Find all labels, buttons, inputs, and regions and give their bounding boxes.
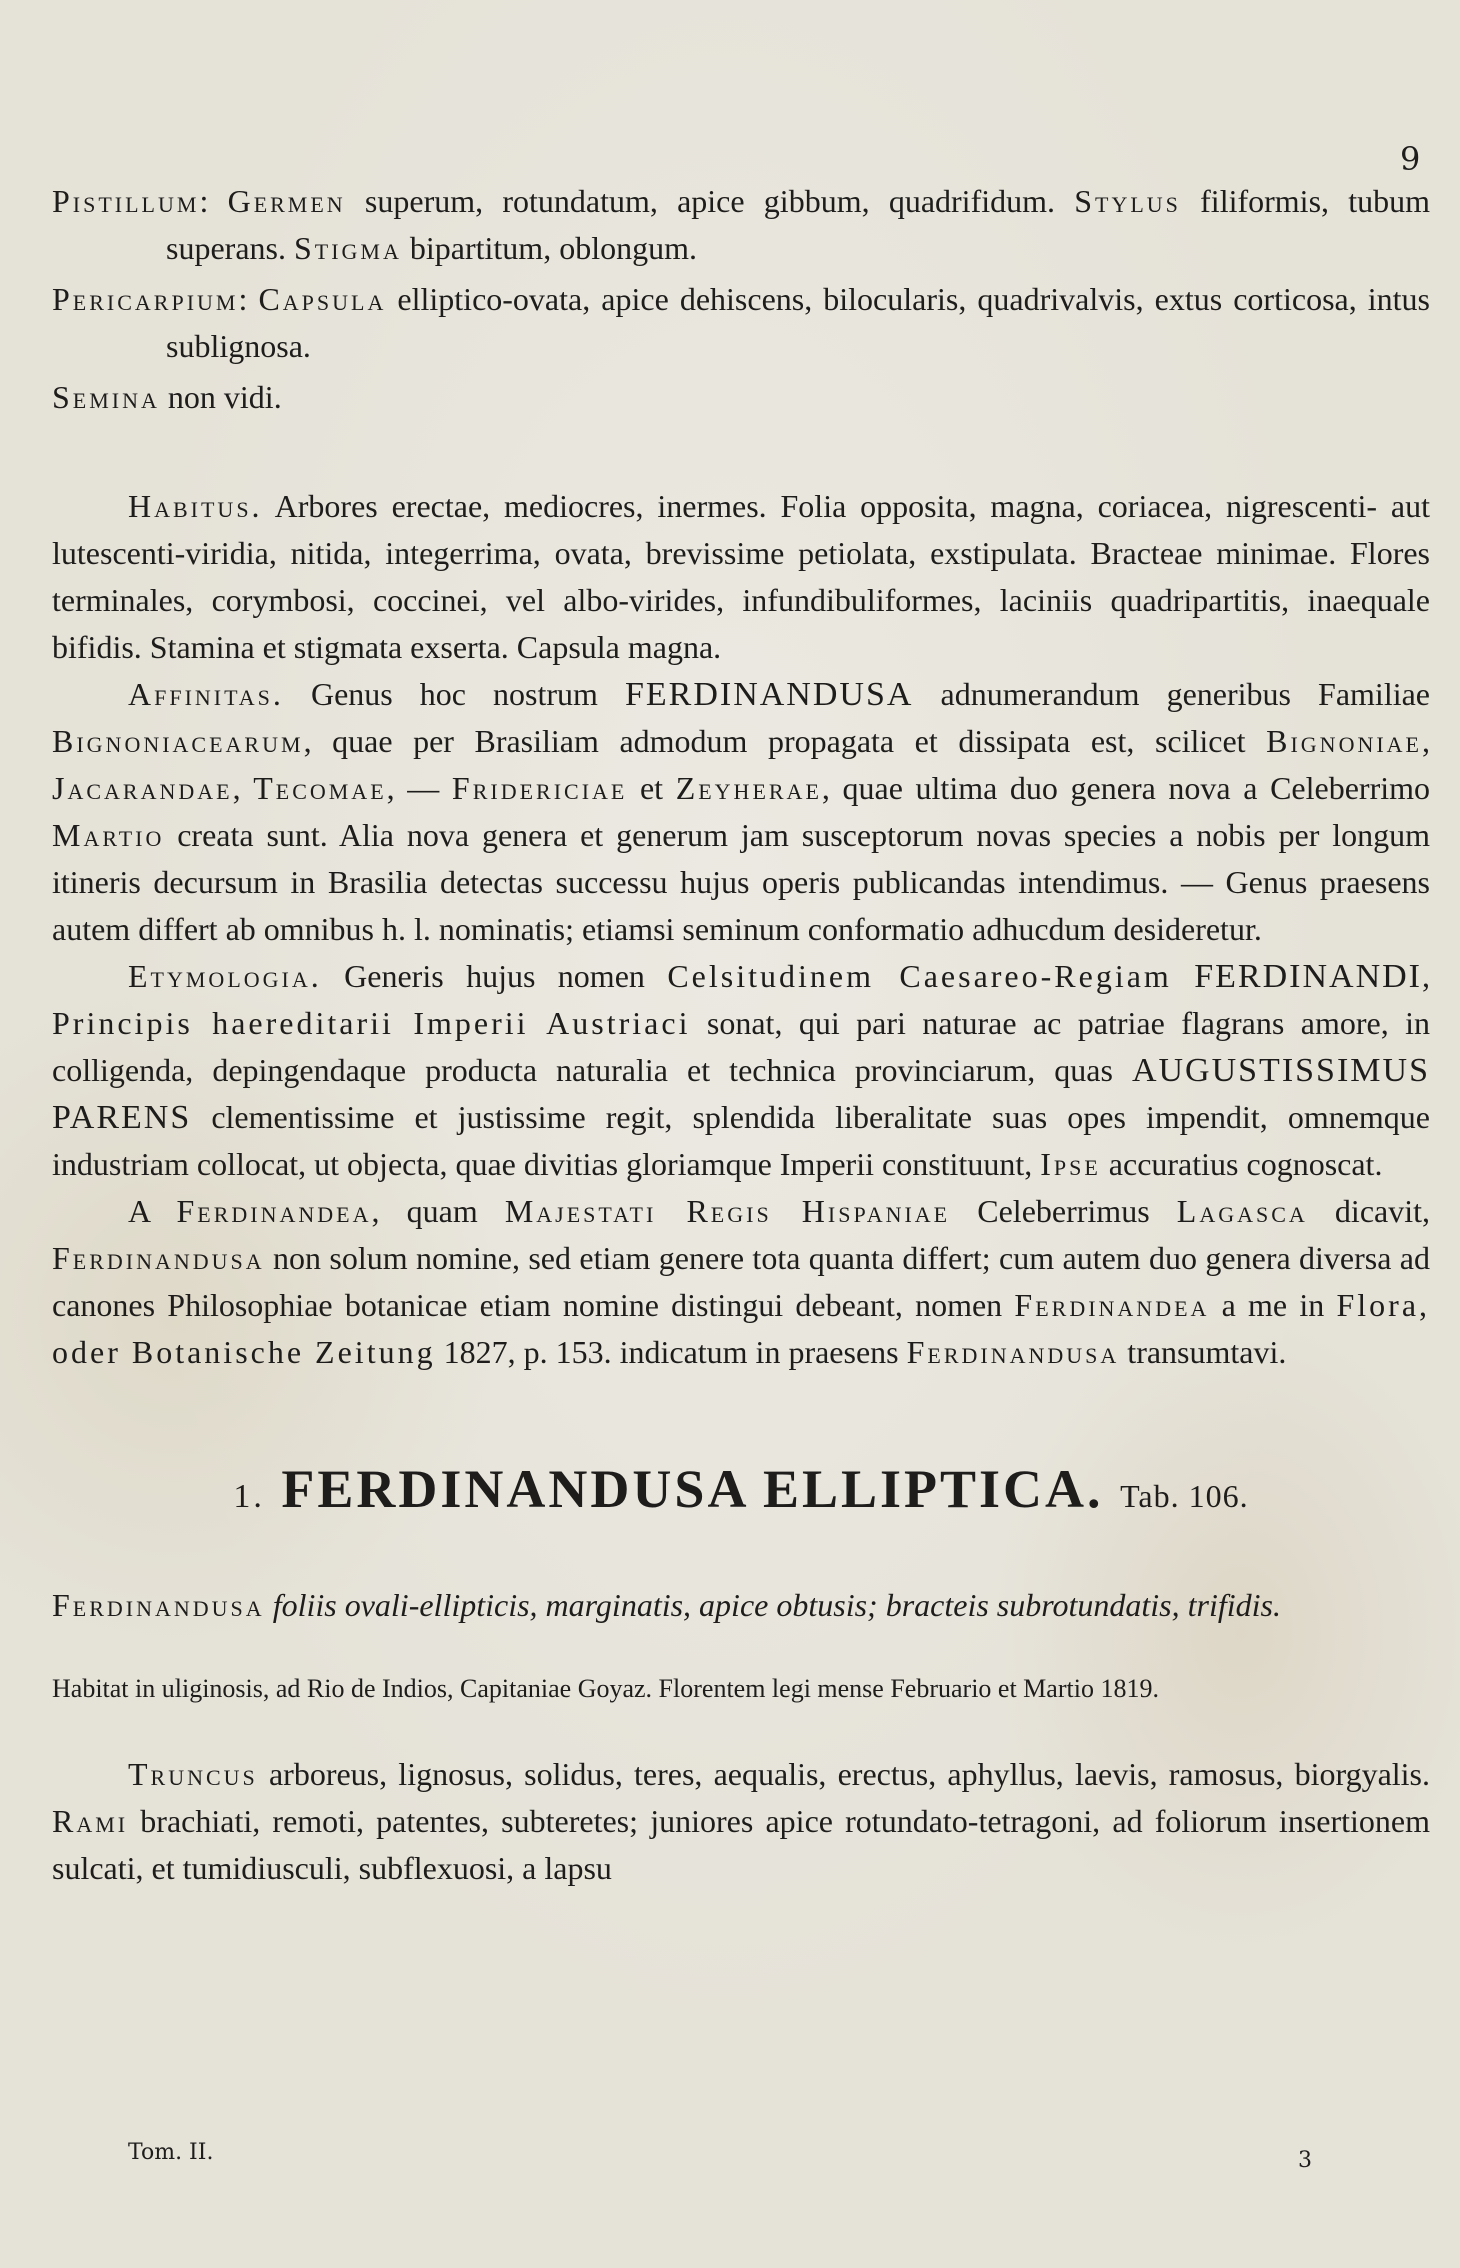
text-run: 1827, p. 153. indicatum in praesens: [435, 1334, 907, 1370]
ferdinandi-name: FERDINANDI: [1194, 958, 1423, 995]
author-martio: Martio: [52, 817, 165, 853]
text-run: sonat, qui pari naturae ac patriae flagrans amore, in colligenda, depingendaque producta naturalia et technica provinciarum, quas: [52, 1005, 1431, 1088]
text-run: non solum nomine, sed etiam genere tota quanta differt; cum autem duo genera diversa ad canones Philosophiae botanicae etiam nomine distingui debeant, nomen: [52, 1240, 1430, 1323]
species-heading: [52, 1454, 1430, 1532]
species-name: FERDINANDUSA ELLIPTICA.: [281, 1459, 1104, 1519]
text-run: bipartitum, oblongum.: [401, 230, 697, 266]
genus-bignoniae: Bignoniae: [1266, 723, 1422, 759]
text-run: [1172, 958, 1194, 994]
stigma-term: Stigma: [293, 230, 402, 266]
lagasca-term: Lagasca: [1176, 1193, 1308, 1229]
text-run: non vidi.: [159, 379, 282, 415]
habitat-line: Habitat in uliginosis, ad Rio de Indios, Capitaniae Goyaz. Florentem legi mense Februario et Martio 1819.: [52, 1674, 1159, 1703]
signature-mark: 3: [1298, 2148, 1312, 2173]
truncus-label: Truncus: [128, 1756, 258, 1792]
ferdinandea-term: Ferdinandea: [176, 1193, 372, 1229]
text-run: elliptico-ovata, apice dehiscens, bilocularis, quadrivalvis, extus corticosa, intus sublignosa.: [166, 281, 1431, 364]
pistillum-paragraph: [52, 178, 1430, 272]
flora-journal: Flora, oder Botanische Zeitung: [52, 1287, 1431, 1370]
text-run: A: [128, 1193, 177, 1229]
text-run: :: [238, 281, 259, 317]
text-run: , —: [386, 770, 452, 806]
pistillum-label: Pistillum: [52, 183, 200, 219]
text-run: creata sunt. Alia nova genera et generum jam susceptorum novas species a nobis per longum itineris decursum in Brasilia detectas successu hujus operis publicandas intendimus. — Genus praesens autem differt ab omnibus h. l. nominatis; etiamsi seminum conformatio adhucdum desideretur.: [52, 817, 1430, 947]
text-run: ,: [232, 770, 254, 806]
genus-zeyherae: Zeyherae: [675, 770, 822, 806]
text-run: , quae ultima duo genera nova a Celeberrimo: [821, 770, 1431, 806]
spaced-title: Celsitudinem Caesareo-Regiam: [667, 958, 1172, 994]
text-run: Genus hoc nostrum: [283, 676, 625, 712]
ferdinandea-term: Ferdinandea: [1014, 1287, 1210, 1323]
spaced-title: Principis haereditarii Imperii Austriaci: [52, 1005, 691, 1041]
text-run: ,: [1422, 723, 1430, 759]
affinitas-label: Affinitas.: [128, 676, 284, 712]
truncus-paragraph: [52, 1751, 1430, 1892]
volume-mark: Tom. II.: [128, 2140, 214, 2165]
text-run: brachiati, remoti, patentes, subteretes; juniores apice rotundato-tetragoni, ad foliorum insertionem sulcati, et tumidiusculi, subflexuosi, a lapsu: [52, 1803, 1430, 1886]
text-run: filiformis, tubum superans.: [166, 183, 1431, 266]
semina-paragraph: [52, 374, 1430, 421]
page-number: 9: [1400, 140, 1421, 178]
text-run: a me in: [1209, 1287, 1337, 1323]
text-run: adnumerandum generibus Familiae: [913, 676, 1430, 712]
genus-jacarandae: Jacarandae: [52, 770, 233, 806]
text-run: Arbores erectae, mediocres, inermes. Folia opposita, magna, coriacea, nigrescenti- aut lutescenti-viridia, nitida, integerrima, ovata, brevissime petiolata, exstipulata. Bracteae minimae. Flores terminales, corymbosi, coccinei, vel albo-virides, infundibuliformes, laciniis quadripartitis, inaequale bifidis. Stamina et stigmata exserta. Capsula magna.: [52, 488, 1430, 665]
habitus-label: Habitus.: [128, 488, 263, 524]
diagnosis-text: foliis ovali-ellipticis, marginatis, apice obtusis; bracteis subrotundatis, trifidis.: [264, 1587, 1281, 1623]
text-run: ,: [1422, 958, 1431, 994]
majestati-term: Majestati Regis Hispaniae: [504, 1193, 951, 1229]
text-run: transumtavi.: [1119, 1334, 1287, 1370]
diagnosis-genus: Ferdinandusa: [52, 1587, 265, 1623]
text-run: accuratius cognoscat.: [1100, 1146, 1383, 1182]
augustissimus-parens: AUGUSTISSIMUS PARENS: [52, 1052, 1430, 1136]
semina-label: Semina: [52, 379, 160, 415]
ferdinandea-paragraph: [52, 1188, 1430, 1376]
section-gap: [52, 421, 1430, 483]
capsula-term: Capsula: [258, 281, 387, 317]
text-run: dicavit,: [1307, 1193, 1431, 1229]
genus-tecomae: Tecomae: [253, 770, 387, 806]
main-text: [52, 178, 1430, 1892]
species-number: 1.: [233, 1478, 265, 1515]
genus-fridericiae: Fridericiae: [451, 770, 628, 806]
text-run: , quae per Brasiliam admodum propagata et dissipata est, scilicet: [303, 723, 1267, 759]
pericarpium-paragraph: [52, 276, 1430, 370]
pericarpium-label: Pericarpium: [52, 281, 239, 317]
ferdinandusa-term: Ferdinandusa: [52, 1240, 265, 1276]
etymologia-label: Etymologia.: [128, 958, 322, 994]
germen-term: Germen: [227, 183, 346, 219]
text-run: Celeberrimus: [950, 1193, 1177, 1229]
species-diagnosis: [52, 1582, 1430, 1629]
text-run: :: [199, 183, 228, 219]
family-name: Bignoniacearum: [52, 723, 304, 759]
ipse-term: Ipse: [1040, 1146, 1101, 1182]
affinitas-paragraph: [52, 671, 1430, 953]
text-run: et: [627, 770, 676, 806]
ferdinandusa-term: Ferdinandusa: [906, 1334, 1120, 1370]
text-run: Generis hujus nomen: [321, 958, 668, 994]
text-run: , quam: [371, 1193, 505, 1229]
rami-term: Rami: [52, 1803, 129, 1839]
genus-name: FERDINANDUSA: [624, 676, 914, 713]
etymologia-paragraph: [52, 953, 1430, 1188]
stylus-term: Stylus: [1074, 183, 1181, 219]
plate-reference: Tab. 106.: [1120, 1478, 1249, 1514]
habitus-paragraph: [52, 483, 1430, 671]
text-run: clementissime et justissime regit, splendida liberalitate suas opes impendit, omnemque industriam collocat, ut objecta, quae divitias gloriamque Imperii constituunt,: [52, 1099, 1430, 1182]
text-run: arboreus, lignosus, solidus, teres, aequalis, erectus, aphyllus, laevis, ramosus, biorgyalis.: [257, 1756, 1430, 1792]
text-run: superum, rotundatum, apice gibbum, quadrifidum.: [345, 183, 1075, 219]
